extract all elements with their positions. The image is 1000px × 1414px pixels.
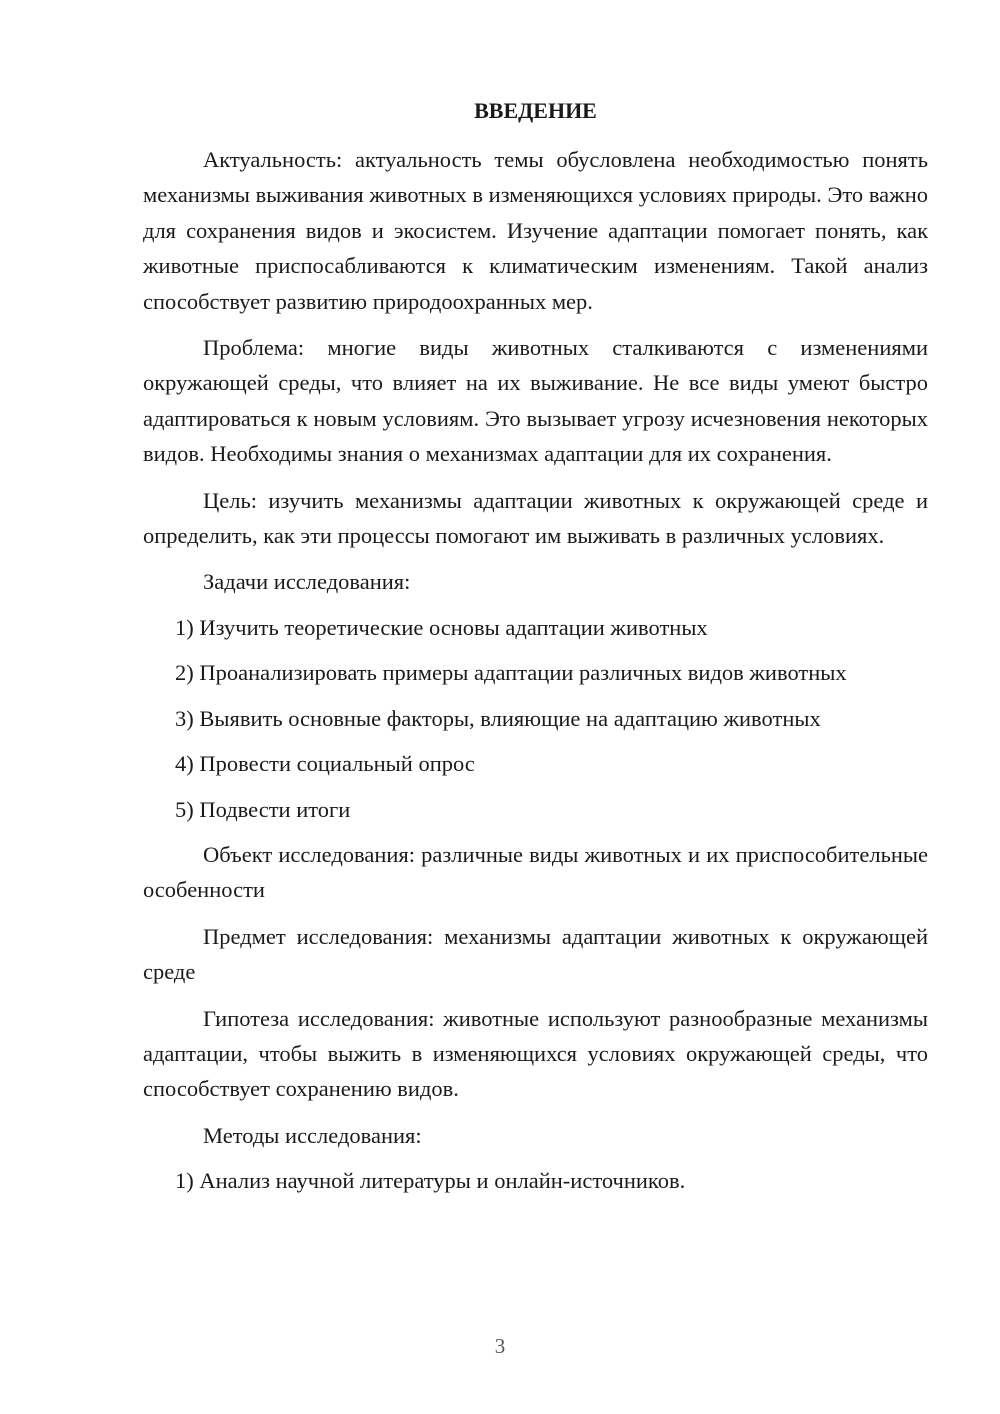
problem-paragraph: Проблема: многие виды животных сталкиваются с изменениями окружающей среды, что влияет на их выживание. Не все виды умеют быстро адаптироваться к новым условиям. Это вызывает угрозу исчезновения некоторых видов. Необходимы знания о механизмах адаптации для их сохранения. — [143, 335, 928, 467]
task-item: 5) Подвести итоги — [175, 796, 351, 822]
section-title: ВВЕДЕНИЕ — [474, 98, 597, 123]
page-number: 3 — [494, 1334, 506, 1358]
relevance-paragraph: Актуальность: актуальность темы обусловлена необходимостью понять механизмы выживания животных в изменяющихся условиях природы. Это важно для сохранения видов и экосистем. Изучение адаптации помогает понять, как животные приспосабливаются к климатическим изменениям. Такой анализ способствует развитию природоохранных мер. — [143, 147, 928, 314]
object-paragraph: Объект исследования: различные виды животных и их приспособительные особенности — [143, 841, 928, 903]
tasks-heading: Задачи исследования: — [203, 569, 411, 595]
task-item: 3) Выявить основные факторы, влияющие на адаптацию животных — [175, 705, 821, 731]
subject-paragraph: Предмет исследования: механизмы адаптации животных к окружающей среде — [143, 923, 928, 985]
method-item: 1) Анализ научной литературы и онлайн-источников. — [175, 1168, 686, 1194]
document-page — [143, 96, 928, 1209]
tasks-list — [143, 610, 928, 827]
hypothesis-paragraph: Гипотеза исследования: животные используют разнообразные механизмы адаптации, чтобы выжить в изменяющихся условиях окружающей среды, что способствует сохранению видов. — [143, 1005, 928, 1102]
goal-paragraph: Цель: изучить механизмы адаптации животных к окружающей среде и определить, как эти процессы помогают им выживать в различных условиях. — [143, 487, 928, 549]
task-item: 4) Провести социальный опрос — [175, 751, 475, 777]
methods-list — [143, 1163, 928, 1198]
methods-heading: Методы исследования: — [203, 1122, 422, 1148]
task-item: 2) Проанализировать примеры адаптации различных видов животных — [175, 660, 847, 686]
task-item: 1) Изучить теоретические основы адаптации животных — [175, 614, 708, 640]
